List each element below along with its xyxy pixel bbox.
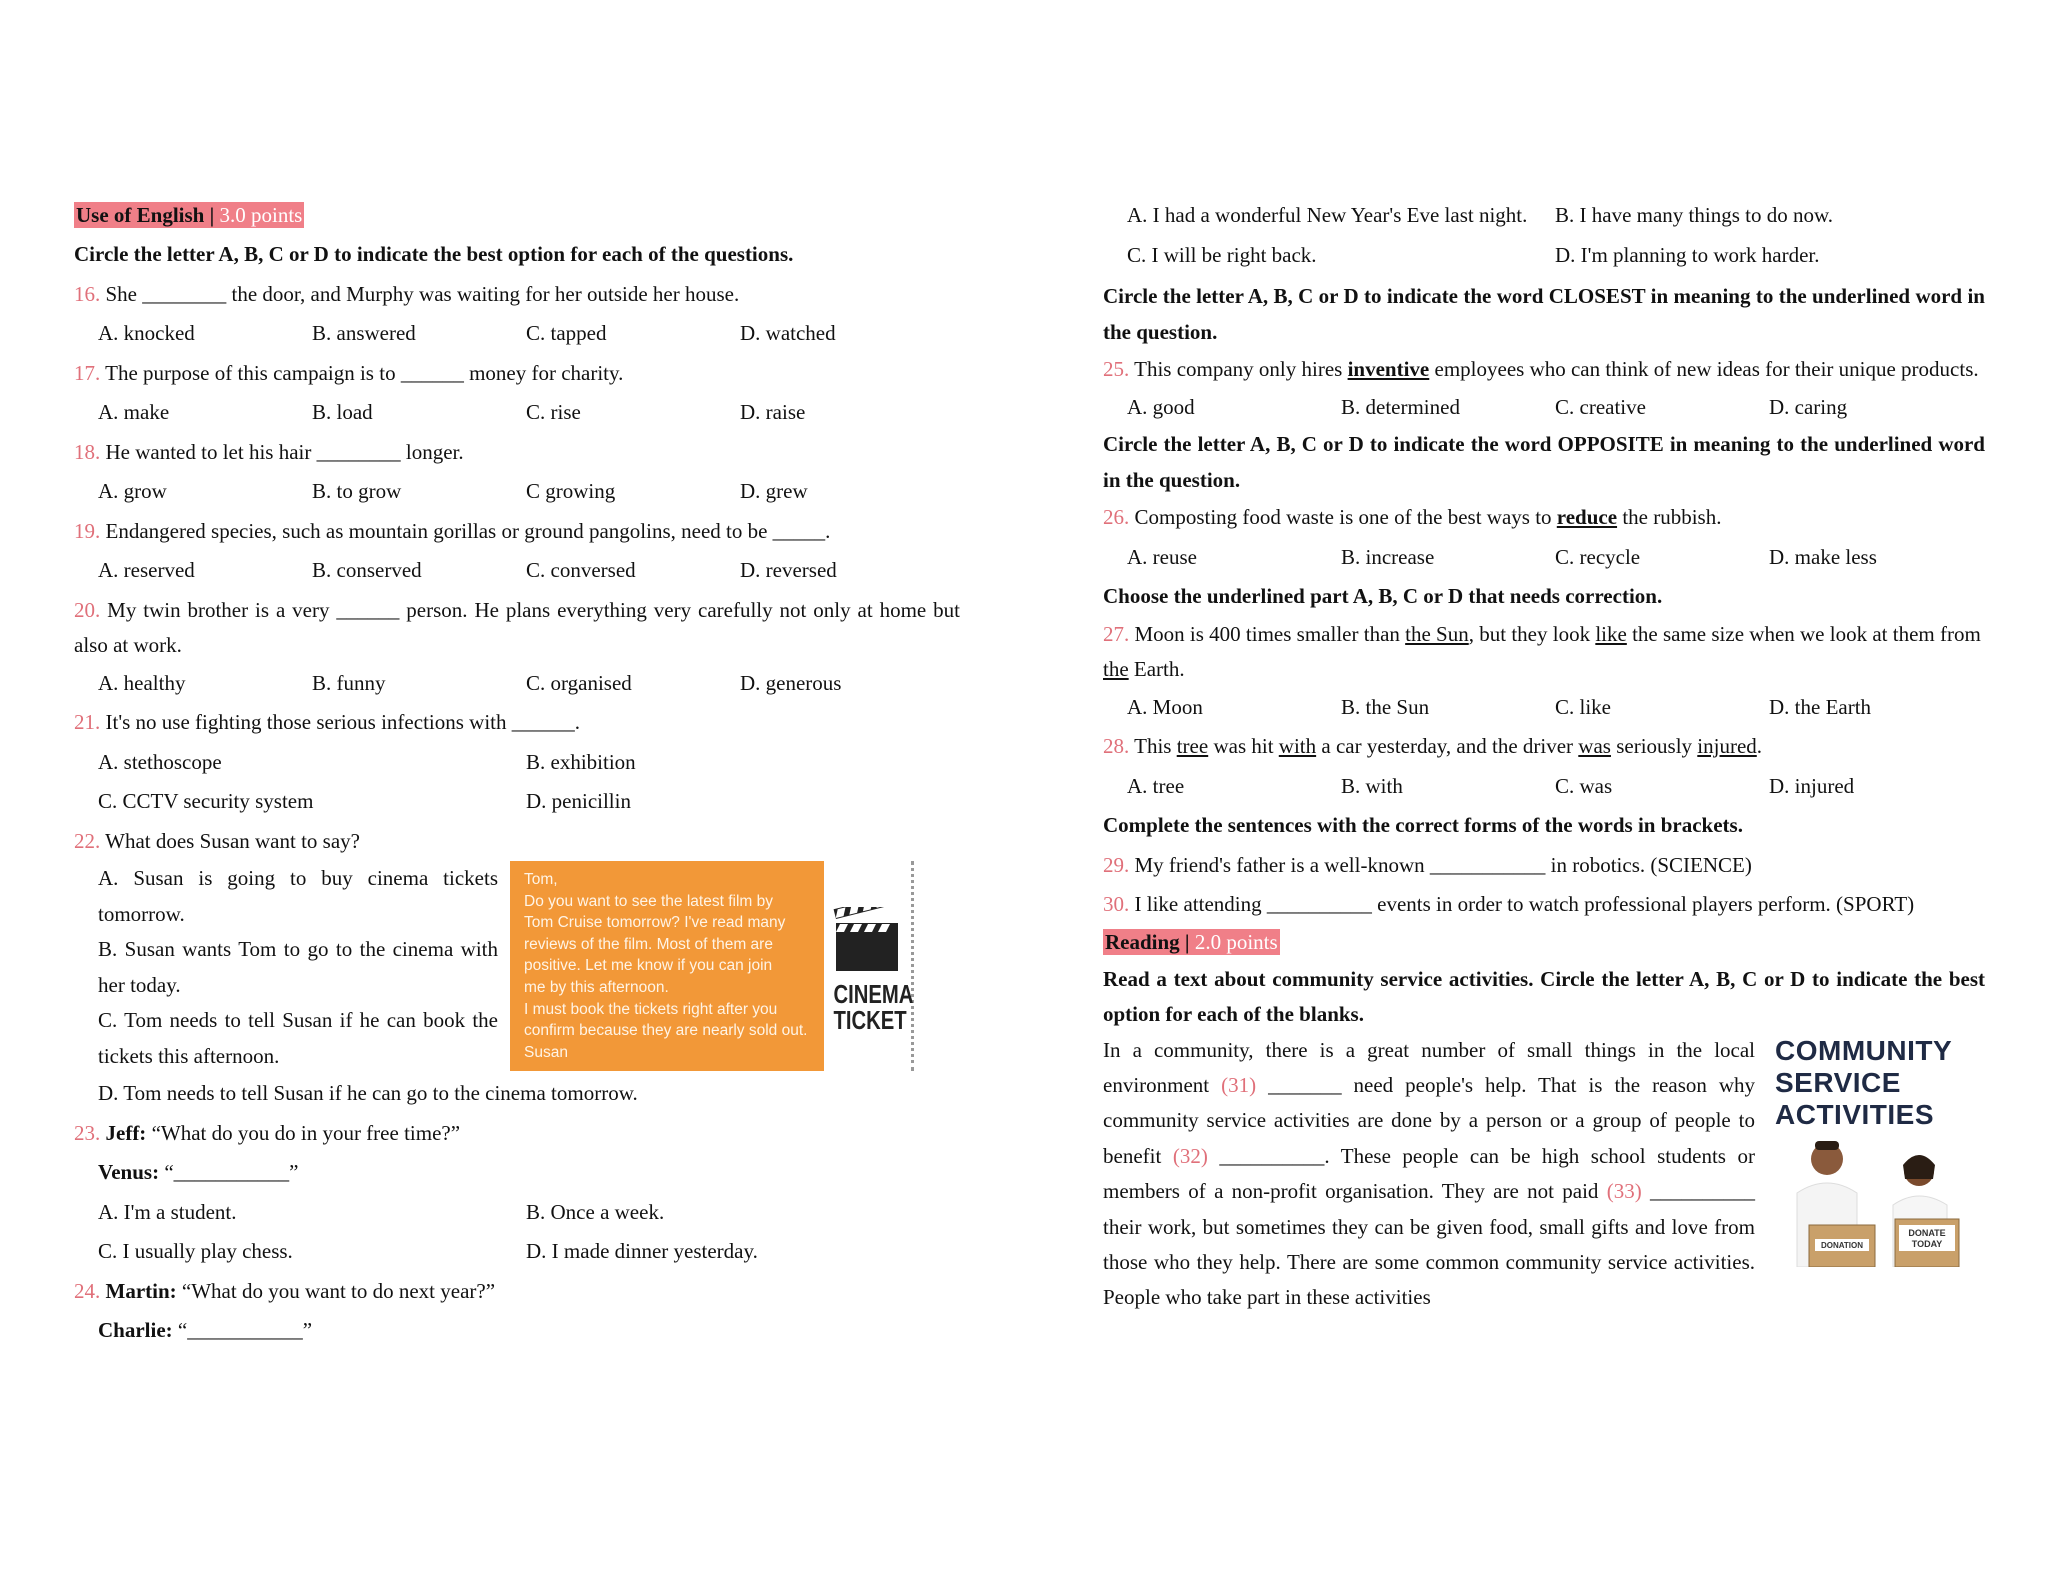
section-title: Reading | bbox=[1105, 929, 1190, 954]
image-title bbox=[1775, 1035, 1975, 1131]
reading-heading bbox=[1103, 929, 1280, 955]
option-b[interactable]: B. increase bbox=[1341, 544, 1435, 569]
question-text: the same size when we look at them from bbox=[1626, 621, 1981, 646]
note-line: Tom, bbox=[524, 871, 558, 888]
passage-text: __________. These people can be high school students or members of a non-profit organisation. They are not paid bbox=[1103, 1143, 1755, 1204]
question-text: was hit bbox=[1208, 734, 1279, 758]
option-c[interactable]: C. Tom needs to tell Susan if he can book the tickets this afternoon. bbox=[98, 1008, 498, 1068]
option-c[interactable]: C. I usually play chess. bbox=[98, 1239, 293, 1263]
question-number: 21. bbox=[74, 710, 101, 734]
question-23-response bbox=[74, 1153, 960, 1193]
note-line: me by this afternoon. bbox=[524, 978, 669, 996]
box-label-left: DONATION bbox=[1820, 1240, 1864, 1250]
option-b[interactable]: B. the Sun bbox=[1341, 694, 1430, 719]
option-d[interactable]: D. generous bbox=[740, 670, 842, 695]
option-d[interactable]: D. caring bbox=[1769, 394, 1848, 419]
note-line: Susan bbox=[524, 1043, 568, 1061]
speaker-name: Charlie: bbox=[98, 1318, 173, 1342]
question-text: This bbox=[1129, 734, 1177, 758]
option-b[interactable]: B. to grow bbox=[312, 479, 402, 503]
question-text: , but they look bbox=[1468, 621, 1596, 646]
question-number: 19. bbox=[74, 518, 101, 543]
option-a[interactable]: A. knocked bbox=[98, 321, 195, 345]
question-24-response bbox=[74, 1311, 960, 1351]
question-text: the rubbish. bbox=[1617, 505, 1722, 529]
option-d[interactable]: D. reversed bbox=[740, 558, 837, 582]
option-b[interactable]: B. Once a week. bbox=[526, 1199, 665, 1224]
ticket-stub-label bbox=[833, 979, 914, 1035]
question-number: 27. bbox=[1103, 621, 1130, 646]
option-a[interactable]: A. Susan is going to buy cinema tickets tomorrow. bbox=[98, 866, 498, 926]
option-a[interactable]: A. good bbox=[1127, 394, 1195, 419]
option-b[interactable]: B. answered bbox=[312, 321, 416, 345]
underlined-part: like bbox=[1595, 621, 1627, 646]
underlined-part: the bbox=[1103, 657, 1129, 681]
question-25-options bbox=[1103, 388, 1985, 428]
question-number: 18. bbox=[74, 439, 101, 464]
image-title-line: ACTIVITIES bbox=[1775, 1098, 1935, 1130]
option-b[interactable]: B. funny bbox=[312, 670, 386, 695]
option-d[interactable]: D. raise bbox=[740, 400, 806, 424]
option-c[interactable]: C. rise bbox=[526, 400, 581, 424]
underlined-part: was bbox=[1578, 734, 1611, 758]
question-17 bbox=[74, 354, 960, 394]
question-number: 29. bbox=[1103, 852, 1130, 877]
question-text: Earth. bbox=[1128, 657, 1185, 681]
option-c[interactable]: C. creative bbox=[1555, 394, 1646, 419]
note-line: confirm because they are nearly sold out. bbox=[524, 1022, 808, 1040]
question-23 bbox=[74, 1114, 960, 1154]
speaker-name: Martin: bbox=[100, 1278, 177, 1303]
option-a[interactable]: A. I had a wonderful New Year's Eve last night. bbox=[1127, 203, 1528, 227]
option-a[interactable]: A. reserved bbox=[98, 558, 195, 582]
question-18-options bbox=[74, 472, 960, 512]
question-text: The purpose of this campaign is to ______ money for charity. bbox=[100, 360, 624, 385]
note-line: Do you want to see the latest film by bbox=[524, 892, 773, 910]
question-text: She ________ the door, and Murphy was waiting for her outside her house. bbox=[100, 281, 740, 306]
box-label-right: DONATE bbox=[1908, 1227, 1946, 1238]
clapperboard-icon bbox=[832, 907, 902, 973]
question-28-options bbox=[1103, 767, 1985, 807]
question-18 bbox=[74, 433, 960, 473]
question-28 bbox=[1103, 727, 1985, 767]
volunteers-illustration bbox=[1783, 1139, 1969, 1267]
question-number: 16. bbox=[74, 281, 101, 306]
option-a[interactable]: A. stethoscope bbox=[98, 749, 222, 774]
correction-instruction: Choose the underlined part A, B, C or D that needs correction. bbox=[1103, 584, 1663, 608]
question-22-options bbox=[74, 861, 498, 1074]
ticket-note bbox=[510, 861, 824, 1071]
image-title-line: COMMUNITY bbox=[1775, 1034, 1953, 1066]
ticket-stub bbox=[824, 861, 914, 1071]
reading-passage-block bbox=[1103, 1033, 1985, 1316]
section-points: 3.0 points bbox=[214, 203, 303, 227]
question-text: seriously bbox=[1610, 734, 1698, 758]
question-number: 28. bbox=[1103, 734, 1130, 758]
passage-text: _______ need people's help. That is the reason why community service activities are done by a person or a group of people to benefit bbox=[1103, 1072, 1756, 1168]
underlined-part: with bbox=[1278, 734, 1317, 758]
question-16-options bbox=[74, 314, 960, 354]
speaker-line: “___________” bbox=[172, 1318, 313, 1342]
question-20 bbox=[74, 591, 960, 664]
blank-number: (31) bbox=[1221, 1072, 1257, 1097]
question-25 bbox=[1103, 350, 1985, 388]
use-of-english-instruction: Circle the letter A, B, C or D to indicate the best option for each of the questions. bbox=[74, 242, 794, 266]
question-21 bbox=[74, 703, 960, 743]
question-20-options bbox=[74, 664, 960, 704]
question-text: What does Susan want to say? bbox=[100, 828, 360, 853]
option-b[interactable]: B. conserved bbox=[312, 558, 422, 582]
option-a[interactable]: A. I'm a student. bbox=[98, 1199, 237, 1224]
option-c[interactable]: C. I will be right back. bbox=[1127, 242, 1317, 267]
opposite-instruction: Circle the letter A, B, C or D to indicate the word OPPOSITE in meaning to the underlined word in the question. bbox=[1103, 432, 1985, 492]
note-line: positive. Let me know if you can join bbox=[524, 957, 773, 975]
passage-text: In a community, there is a great number of small things in the local environment bbox=[1103, 1037, 1755, 1097]
passage-text: __________ their work, but sometimes they can be given food, small gifts and love from those who they help. There are some common community service activities. People who take part in these activities bbox=[1103, 1179, 1756, 1310]
option-c[interactable]: C growing bbox=[526, 479, 616, 503]
question-text: This company only hires bbox=[1129, 357, 1348, 381]
speaker-line: “___________” bbox=[159, 1160, 299, 1184]
note-line: reviews of the film. Most of them are bbox=[524, 935, 773, 953]
underlined-part: tree bbox=[1176, 734, 1209, 758]
option-c[interactable]: C. like bbox=[1555, 694, 1611, 719]
option-a[interactable]: A. tree bbox=[1127, 773, 1185, 798]
question-text: I like attending __________ events in order to watch professional players perform. (SPORT) bbox=[1129, 892, 1915, 916]
underlined-part: injured bbox=[1697, 734, 1757, 758]
question-number: 30. bbox=[1103, 892, 1130, 916]
left-column bbox=[74, 196, 960, 1351]
question-text: . bbox=[1756, 734, 1763, 758]
option-a[interactable]: A. reuse bbox=[1127, 544, 1197, 569]
question-29 bbox=[1103, 846, 1985, 886]
question-number: 17. bbox=[74, 360, 101, 385]
question-number: 25. bbox=[1103, 357, 1130, 381]
option-c[interactable]: C. was bbox=[1555, 773, 1613, 798]
section-title: Use of English | bbox=[76, 203, 215, 227]
question-26-options bbox=[1103, 538, 1985, 578]
question-19 bbox=[74, 512, 960, 552]
reading-instruction: Read a text about community service activities. Circle the letter A, B, C or D to indicate the best option for each of the blanks. bbox=[1103, 966, 1985, 1026]
question-text: Composting food waste is one of the best ways to bbox=[1129, 505, 1557, 529]
question-17-options bbox=[74, 393, 960, 433]
question-text: My twin brother is a very ______ person. He plans everything very carefully not only at home but also at work. bbox=[74, 597, 960, 657]
use-of-english-heading bbox=[74, 202, 304, 228]
image-title-line: SERVICE bbox=[1775, 1066, 1901, 1098]
option-b[interactable]: B. determined bbox=[1341, 394, 1460, 419]
question-21-options bbox=[74, 743, 960, 822]
note-line: Tom Cruise tomorrow? I've read many bbox=[524, 914, 786, 932]
blank-number: (32) bbox=[1172, 1143, 1208, 1168]
question-number: 20. bbox=[74, 597, 101, 622]
stub-line: TICKET bbox=[833, 1005, 907, 1035]
option-a[interactable]: A. Moon bbox=[1127, 694, 1203, 719]
blank-number: (33) bbox=[1606, 1179, 1642, 1204]
section-points: 2.0 points bbox=[1189, 929, 1278, 954]
option-a[interactable]: A. grow bbox=[98, 479, 167, 503]
question-number: 26. bbox=[1103, 505, 1130, 529]
underlined-word: inventive bbox=[1347, 357, 1430, 381]
question-text: He wanted to let his hair ________ longer. bbox=[100, 439, 464, 464]
question-23-options bbox=[74, 1193, 960, 1272]
option-d[interactable]: D. Tom needs to tell Susan if he can go to the cinema tomorrow. bbox=[98, 1081, 638, 1105]
speaker-line: “What do you do in your free time?” bbox=[146, 1120, 461, 1145]
option-a[interactable]: A. healthy bbox=[98, 670, 186, 695]
reading-passage bbox=[1103, 1033, 1755, 1316]
option-d[interactable]: D. grew bbox=[740, 479, 808, 503]
speaker-name: Jeff: bbox=[100, 1120, 147, 1145]
question-22-body bbox=[74, 861, 960, 1074]
question-22 bbox=[74, 822, 960, 862]
note-line: I must book the tickets right after you bbox=[524, 1000, 778, 1018]
option-d[interactable]: D. I'm planning to work harder. bbox=[1555, 242, 1820, 267]
question-26 bbox=[1103, 498, 1985, 538]
underlined-part: the Sun bbox=[1405, 621, 1469, 646]
option-b[interactable]: B. load bbox=[312, 400, 373, 424]
question-number: 22. bbox=[74, 828, 101, 853]
question-text: My friend's father is a well-known ___________ in robotics. (SCIENCE) bbox=[1129, 852, 1752, 877]
question-number: 23. bbox=[74, 1120, 101, 1145]
option-c[interactable]: C. recycle bbox=[1555, 544, 1641, 569]
box-label-right: TODAY bbox=[1911, 1238, 1943, 1249]
underlined-word: reduce bbox=[1556, 505, 1618, 529]
question-19-options bbox=[74, 551, 960, 591]
question-24 bbox=[74, 1272, 960, 1312]
question-text: Endangered species, such as mountain gorillas or ground pangolins, need to be _____. bbox=[100, 518, 831, 543]
speaker-line: “What do you want to do next year?” bbox=[176, 1278, 496, 1303]
stub-line: CINEMA bbox=[833, 979, 914, 1009]
speaker-name: Venus: bbox=[98, 1160, 160, 1184]
question-text: employees who can think of new ideas for their unique products. bbox=[1429, 357, 1979, 381]
option-d[interactable]: D. I made dinner yesterday. bbox=[526, 1239, 758, 1263]
option-d[interactable]: D. make less bbox=[1769, 544, 1877, 569]
option-c[interactable]: C. CCTV security system bbox=[98, 789, 314, 813]
option-d[interactable]: D. penicillin bbox=[526, 789, 631, 813]
question-text: It's no use fighting those serious infections with ______. bbox=[100, 710, 580, 734]
option-c[interactable]: C. tapped bbox=[526, 321, 607, 345]
forms-instruction: Complete the sentences with the correct forms of the words in brackets. bbox=[1103, 813, 1743, 837]
question-text: Moon is 400 times smaller than bbox=[1129, 621, 1406, 646]
right-column bbox=[1103, 196, 1985, 1316]
option-d[interactable]: D. the Earth bbox=[1769, 694, 1872, 719]
option-b[interactable]: B. with bbox=[1341, 773, 1403, 798]
option-d[interactable]: D. injured bbox=[1769, 773, 1855, 798]
option-c[interactable]: C. conversed bbox=[526, 558, 636, 582]
closest-instruction: Circle the letter A, B, C or D to indicate the word CLOSEST in meaning to the underlined word in the question. bbox=[1103, 284, 1985, 344]
question-16 bbox=[74, 275, 960, 315]
question-number: 24. bbox=[74, 1278, 101, 1303]
question-text: a car yesterday, and the driver bbox=[1316, 734, 1579, 758]
option-b[interactable]: B. exhibition bbox=[526, 749, 636, 774]
option-a[interactable]: A. make bbox=[98, 400, 170, 424]
cinema-ticket-image bbox=[510, 861, 922, 1071]
option-b[interactable]: B. Susan wants Tom to go to the cinema with her today. bbox=[98, 937, 498, 997]
question-24-options bbox=[1103, 196, 1985, 275]
question-27 bbox=[1103, 617, 1985, 688]
option-d[interactable]: D. watched bbox=[740, 321, 836, 345]
option-c[interactable]: C. organised bbox=[526, 670, 632, 695]
option-b[interactable]: B. I have many things to do now. bbox=[1555, 203, 1834, 227]
question-30 bbox=[1103, 885, 1985, 925]
question-27-options bbox=[1103, 688, 1985, 728]
community-service-image bbox=[1769, 1035, 1979, 1267]
